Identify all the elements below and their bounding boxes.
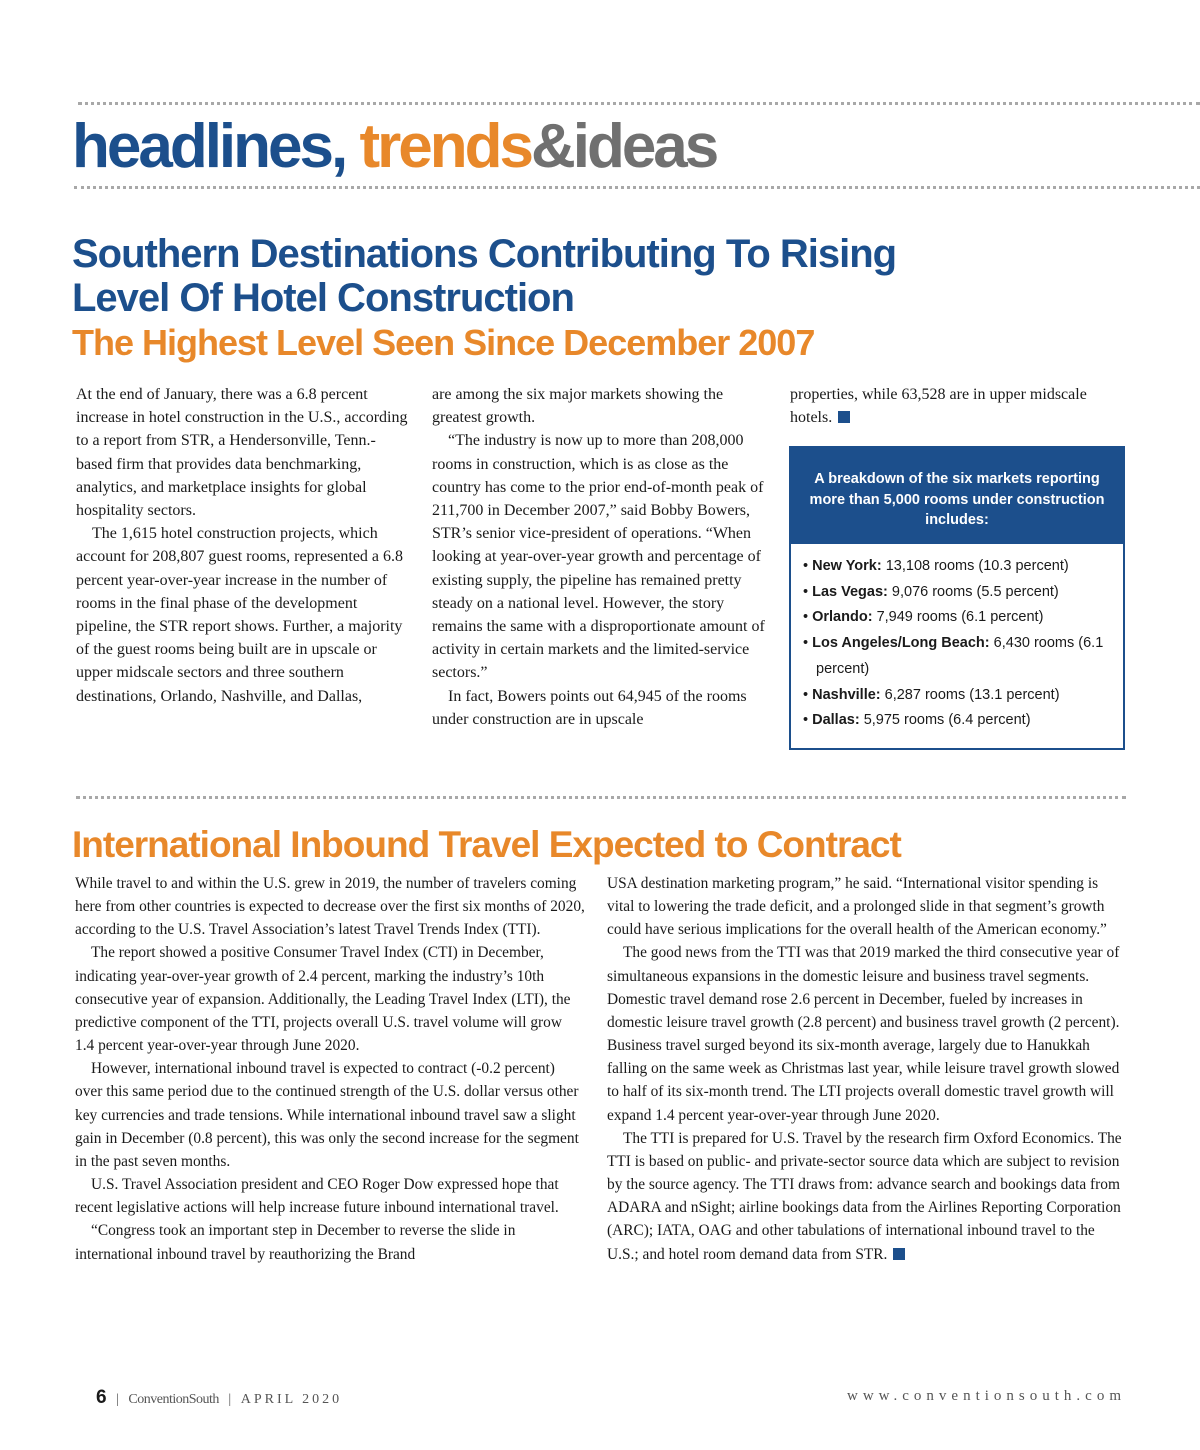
article1-column-2 — [432, 383, 772, 731]
article2-paragraph: The report showed a positive Consumer Travel Index (CTI) in December, indicating year-over-year growth of 2.4 percent, marking the industry’s 10th consecutive year of expansion. Additionally, the Leading Travel Index (LTI), the predictive component of the TTI, projects overall U.S. travel volume will grow 1.4 percent year-over-year through June 2020. — [75, 944, 571, 1055]
footer-separator: | — [116, 1392, 119, 1407]
article2-paragraph: USA destination marketing program,” he said. “International visitor spending is vital to lowering the trade deficit, and a prolonged slide in that segment’s growth could have serious implications for the overall health of the American economy.” — [607, 875, 1107, 939]
list-item: • Nashville: 6,287 rooms (13.1 percent) — [803, 686, 1060, 703]
article-divider — [76, 796, 1126, 799]
masthead-word-headlines: headlines, — [72, 112, 346, 181]
market-name: Orlando: — [812, 609, 873, 626]
masthead-word-ideas: ideas — [572, 112, 717, 181]
list-item: • Las Vegas: 9,076 rooms (5.5 percent) — [803, 583, 1059, 600]
list-item: • Dallas: 5,975 rooms (6.4 percent) — [803, 712, 1031, 729]
article1-paragraph: “The industry is now up to more than 208,000 rooms in construction, which is as close as the country has come to the prior end-of-month peak of 211,700 in December 2007,” said Bobby Bowers, STR’s senior vice-president of operations. “When looking at year-over-year growth and percentage of existing supply, the pipeline has remained pretty steady on a national level. However, the story remains the same with a disproportionate amount of activity in certain markets and the limited-service sectors.” — [432, 432, 765, 682]
article1-title: Southern Destinations Contributing To Rising Level Of Hotel Construction — [72, 232, 897, 320]
page-footer-left — [96, 1386, 342, 1412]
list-item: • Orlando: 7,949 rooms (6.1 percent) — [803, 609, 1044, 626]
markets-box-heading: A breakdown of the six markets reporting more than 5,000 rooms under construction includes: — [791, 448, 1123, 544]
website-url: www.conventionsouth.com — [846, 1388, 1126, 1404]
market-detail: 6,287 rooms (13.1 percent) — [884, 686, 1060, 703]
market-name: Nashville: — [812, 686, 881, 703]
masthead-ampersand: & — [530, 112, 573, 181]
top-divider — [78, 102, 1200, 105]
market-name: New York: — [812, 558, 882, 574]
article2-column-2 — [607, 872, 1127, 1266]
market-name: Los Angeles/Long Beach: — [812, 635, 990, 652]
end-square-icon — [893, 1248, 905, 1260]
article1-paragraph: At the end of January, there was a 6.8 percent increase in hotel construction in the U.S., according to a report from STR, a Hendersonville, Tenn.-based firm that provides data benchmarking, analytics, and marketplace insights for global hospitality sectors. — [76, 386, 408, 520]
article1-paragraph: The 1,615 hotel construction projects, which account for 208,807 guest rooms, represented a 6.8 percent year-over-year increase in the number of rooms in the final phase of the development pipeline, the STR report shows. Further, a majority of the guest rooms being built are in upscale or upper midscale sectors and three southern destinations, Orlando, Nashville, and Dallas, — [76, 525, 404, 705]
market-detail: 5,975 rooms (6.4 percent) — [863, 712, 1031, 729]
markets-list — [791, 544, 1123, 734]
end-square-icon — [838, 411, 850, 423]
market-name: Las Vegas: — [812, 583, 888, 600]
publication-name: ConventionSouth — [128, 1392, 219, 1407]
market-name: Dallas: — [812, 712, 860, 729]
article2-paragraph: While travel to and within the U.S. grew in 2019, the number of travelers coming here from other countries is expected to decrease over the first six months of 2020, according to the U.S. Travel Association’s latest Travel Trends Index (TTI). — [75, 875, 585, 939]
article2-paragraph: However, international inbound travel is expected to contract (-0.2 percent) over this same period due to the continued strength of the U.S. dollar versus other key currencies and trade tensions. While international inbound travel saw a slight gain in December (0.8 percent), this was only the second increase for the segment in the past seven months. — [75, 1060, 579, 1170]
issue-date: APRIL 2020 — [240, 1392, 343, 1407]
article2-paragraph: The TTI is prepared for U.S. Travel by the research firm Oxford Economics. The TTI is based on public- and private-sector source data which are subject to revision by the source agency. The TTI draws from: advance search and bookings data from ADARA and nSight; airline bookings data from the Airlines Reporting Corporation (ARC); IATA, OAG and other tabulations of international inbound travel to the U.S.; and hotel room demand data from STR. — [607, 1129, 1122, 1263]
masthead-word-trends: trends — [359, 112, 531, 181]
list-item: • New York: 13,108 rooms (10.3 percent) — [803, 558, 1069, 574]
article2-column-1 — [75, 872, 585, 1266]
page-number: 6 — [96, 1387, 107, 1408]
article2-paragraph: U.S. Travel Association president and CEO Roger Dow expressed hope that recent legislative actions will help increase future inbound international travel. — [75, 1176, 559, 1217]
article1-paragraph: are among the six major markets showing the greatest growth. — [432, 386, 724, 427]
article2-paragraph: The good news from the TTI was that 2019 marked the third consecutive year of simultaneous expansions in the domestic leisure and business travel segments. Domestic travel demand rose 2.6 percent in December, fueled by increases in domestic leisure travel growth (2.8 percent) and business travel growth (2 percent). Business travel surged beyond its six-month average, largely due to Hanukkah falling on the same week as Christmas last year, while leisure travel growth slowed to half of its six-month trend. The LTI projects overall domestic travel growth will expand 1.4 percent year-over-year through June 2020. — [607, 944, 1120, 1124]
market-detail: 6,430 rooms (6.1 percent) — [816, 635, 1104, 677]
article1-subtitle: The Highest Level Seen Since December 2007 — [72, 322, 815, 363]
market-detail: 7,949 rooms (6.1 percent) — [876, 609, 1044, 626]
article2-paragraph: “Congress took an important step in December to reverse the slide in international inbound travel by reauthorizing the Brand — [75, 1222, 516, 1263]
market-detail: 9,076 rooms (5.5 percent) — [891, 583, 1059, 600]
market-detail: 13,108 rooms (10.3 percent) — [885, 558, 1069, 574]
list-item: • Los Angeles/Long Beach: 6,430 rooms (6.1 percent) — [803, 635, 1104, 677]
article1-column-1 — [76, 383, 410, 708]
article2-title: International Inbound Travel Expected to Contract — [72, 824, 901, 865]
article1-column-3 — [790, 383, 1090, 429]
section-masthead — [72, 110, 716, 184]
masthead-divider — [74, 186, 1200, 189]
footer-separator: | — [228, 1392, 232, 1407]
markets-sidebar-box — [789, 446, 1125, 750]
article1-paragraph: properties, while 63,528 are in upper midscale hotels. — [790, 386, 1087, 427]
article1-paragraph: In fact, Bowers points out 64,945 of the rooms under construction are in upscale — [432, 687, 747, 728]
